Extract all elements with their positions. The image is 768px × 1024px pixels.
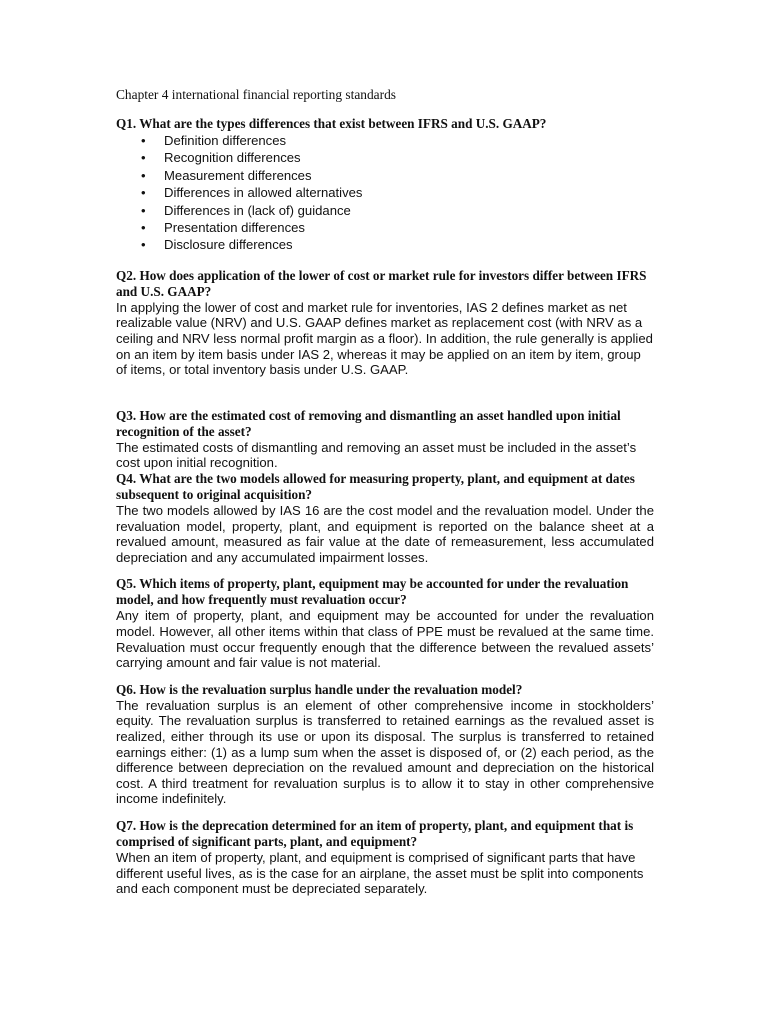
list-item: • Differences in (lack of) guidance — [141, 202, 351, 218]
differences-list — [116, 132, 654, 254]
bullet-icon: • — [141, 133, 146, 148]
list-item: • Definition differences — [141, 133, 287, 148]
question-q1: Q1. What are the types differences that exist between IFRS and U.S. GAAP? — [116, 116, 547, 131]
chapter-title: Chapter 4 international financial reporting standards — [116, 87, 396, 102]
bullet-icon: • — [141, 185, 146, 201]
question-q3: Q3. How are the estimated cost of removing and dismantling an asset handled upon initial recognition of the asset? — [116, 407, 621, 439]
list-item: • Measurement differences — [141, 167, 312, 183]
question-q6: Q6. How is the revaluation surplus handle under the revaluation model? — [116, 681, 523, 697]
question-q5: Q5. Which items of property, plant, equipment may be accounted for under the revaluation model, and how frequently must revaluation occur? — [116, 576, 629, 608]
bullet-icon: • — [141, 150, 146, 166]
list-item: • Differences in allowed alternatives — [141, 185, 363, 201]
answer-q7: When an item of property, plant, and equipment is comprised of significant parts that have different useful lives, as is the case for an airplane, the asset must be split into components and each component must be depreciated separately. — [116, 849, 644, 897]
list-item: • Presentation differences — [141, 220, 305, 236]
question-q4: Q4. What are the two models allowed for measuring property, plant, and equipment at dates subsequent to original acquisition? — [116, 471, 635, 502]
bullet-icon: • — [141, 220, 146, 236]
answer-q2: In applying the lower of cost and market rule for inventories, IAS 2 defines market as net realizable value (NRV) and U.S. GAAP defines market as replacement cost (with NRV as a ceiling and NRV less normal profit margin as a floor). In addition, the rule generally is applied on an item by item basis under IAS 2, whereas it may be applied on an item by item, group of items, or total inventory basis under U.S. GAAP. — [116, 299, 653, 378]
bullet-icon: • — [141, 202, 146, 218]
document-page — [116, 86, 654, 897]
answer-q4: The two models allowed by IAS 16 are the cost model and the revaluation model. Under the revaluation model, property, plant, and equipment is reported on the balance sheet at a revalued amount, measured as fair value at the date of remeasurement, less accumulated depreciation and any accumulated impairment losses. — [116, 503, 654, 565]
bullet-icon: • — [141, 167, 146, 183]
question-q2: Q2. How does application of the lower of cost or market rule for investors differ between IFRS and U.S. GAAP? — [116, 267, 647, 299]
answer-q6: The revaluation surplus is an element of other comprehensive income in stockholders’ equity. The revaluation surplus is transferred to retained earnings as the revalued asset is realized, either through its use or upon its disposal. The surplus is transferred to retained earnings either: (1) as a lump sum when the asset is disposed of, or (2) each period, as the difference between depreciation on the revalued amount and depreciation on the historical cost. A third treatment for revaluation surplus is to allow it to stay in other comprehensive income indefinitely. — [116, 697, 654, 807]
answer-q3: The estimated costs of dismantling and removing an asset must be included in the asset’s cost upon initial recognition. — [116, 439, 637, 471]
bullet-icon: • — [141, 237, 146, 253]
question-q7: Q7. How is the deprecation determined for an item of property, plant, and equipment that is comprised of significant parts, plant, and equipment? — [116, 817, 634, 849]
list-item: • Disclosure differences — [141, 237, 293, 253]
list-item: • Recognition differences — [141, 150, 301, 166]
answer-q5: Any item of property, plant, and equipment may be accounted for under the revaluation model. However, all other items within that class of PPE must be revalued at the same time. Revaluation must occur frequently enough that the difference between the revalued assets’ carrying amount and fair value is not material. — [116, 608, 654, 671]
